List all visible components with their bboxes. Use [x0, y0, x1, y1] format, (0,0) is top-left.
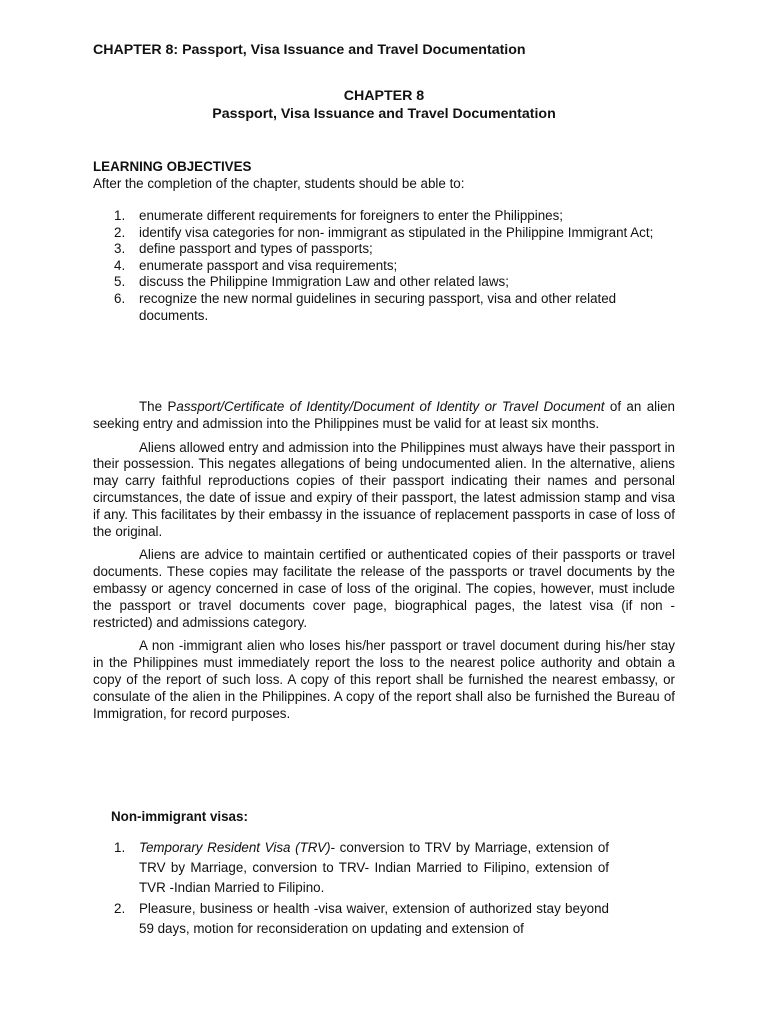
paragraph-possession: Aliens allowed entry and admission into the Philippines must always have their passport in their possession. This negates allegations of being undocumented alien. In the alternative, aliens may carry faithful reproductions copies of their passport indicating their names and personal circumstances, the date of issue and expiry of their passport, the latest admission stamp and visa if any. This facilitates by their embassy in the issuance of replacement passports in case of loss of the original.	[93, 439, 675, 539]
list-item: 5. discuss the Philippine Immigration Law and other related laws;	[114, 274, 509, 290]
running-header: CHAPTER 8: Passport, Visa Issuance and Travel Documentation	[93, 42, 526, 58]
learning-objectives-intro: After the completion of the chapter, students should be able to:	[93, 176, 465, 191]
paragraph-copies: Aliens are advice to maintain certified or authenticated copies of their passports or travel documents. These copies may facilitate the release of the passports or travel documents by the embassy or agency concerned in case of loss of the original. The copies, however, must include the passport or travel documents cover page, biographical pages, the latest visa (if non -restricted) and admissions category.	[93, 547, 675, 630]
paragraph-passport-validity: The Passport/Certificate of Identity/Document of Identity or Travel Document of an alien seeking entry and admission into the Philippines must be valid for at least six months.	[93, 399, 675, 431]
learning-objectives-heading: LEARNING OBJECTIVES	[93, 159, 252, 174]
chapter-name: Passport, Visa Issuance and Travel Documentation	[212, 106, 556, 122]
list-item: 1. enumerate different requirements for foreigners to enter the Philippines;	[114, 208, 564, 223]
body-text	[93, 399, 675, 729]
list-item: 6. recognize the new normal guidelines in securing passport, visa and other related documents.	[114, 290, 617, 323]
list-item: 1. Temporary Resident Visa (TRV)- conversion to TRV by Marriage, extension of TRV by Marriage, conversion to TRV- Indian Married to Filipino, extension of TVR -Indian Married to Filipino.	[114, 840, 609, 896]
objectives-list	[93, 208, 673, 324]
list-item: 2. Pleasure, business or health -visa waiver, extension of authorized stay beyond 59 days, motion for reconsideration on updating and extension of	[114, 900, 609, 936]
chapter-number: CHAPTER 8	[343, 88, 425, 104]
list-item: 2. identify visa categories for non- immigrant as stipulated in the Philippine Immigrant Act;	[114, 224, 654, 240]
list-item: 3. define passport and types of passports;	[114, 241, 373, 257]
non-immigrant-heading: Non-immigrant visas:	[111, 809, 248, 824]
visa-list	[93, 838, 609, 939]
paragraph-loss-report: A non -immigrant alien who loses his/her passport or travel document during his/her stay in the Philippines must immediately report the loss to the nearest police authority and obtain a copy of the report of such loss. A copy of this report shall be furnished the nearest embassy, or consulate of the alien in the Philippines. A copy of the report shall also be furnished the Bureau of Immigration, for record purposes.	[93, 638, 675, 721]
list-item: 4. enumerate passport and visa requirements;	[114, 257, 398, 273]
chapter-title	[93, 87, 675, 123]
